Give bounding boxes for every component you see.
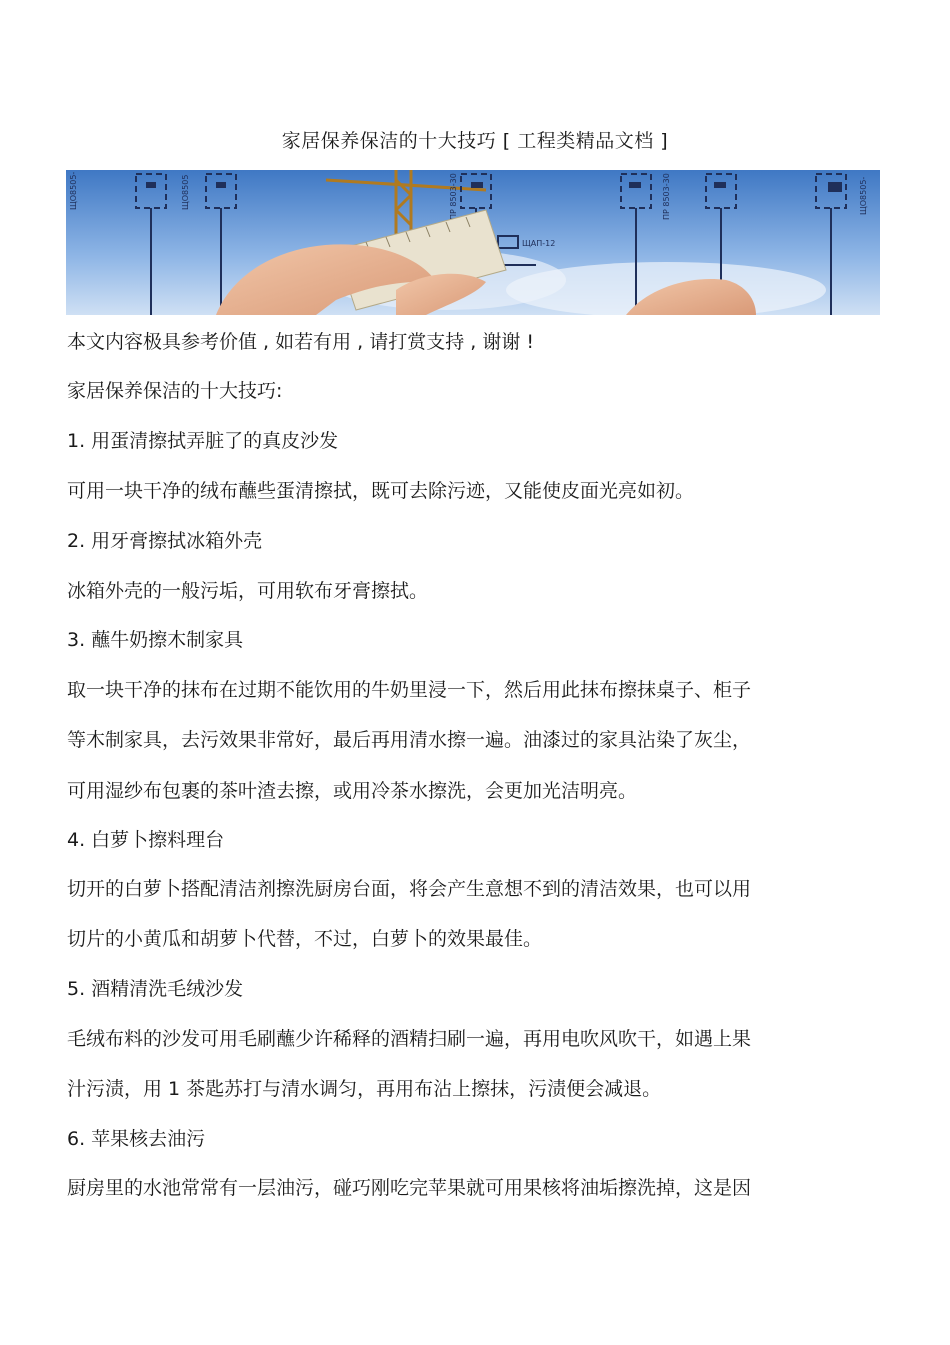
- blueprint-illustration: [66, 170, 880, 315]
- tip-heading-5: 5. 酒精清洗毛绒沙发: [67, 978, 244, 1000]
- tip-heading-3: 3. 蘸牛奶擦木制家具: [67, 629, 244, 651]
- document-title: 家居保养保洁的十大技巧 [ 工程类精品文档 ]: [281, 130, 669, 152]
- tip-body-line: 可用湿纱布包裹的茶叶渣去擦，或用冷茶水擦洗，会更加光洁明亮。: [67, 780, 638, 802]
- banner-label-2: ЩО8505: [181, 174, 190, 210]
- tip-heading-4: 4. 白萝卜擦料理台: [67, 829, 225, 851]
- tip-body-line: 汁污渍，用 1 茶匙苏打与清水调匀，再用布沾上擦抹，污渍便会减退。: [67, 1078, 662, 1100]
- tip-body-line: 取一块干净的抹布在过期不能饮用的牛奶里浸一下，然后用此抹布擦抹桌子、柜子: [67, 679, 752, 701]
- tip-body-line: 冰箱外壳的一般污垢，可用软布牙膏擦拭。: [67, 580, 429, 602]
- tip-body-line: 厨房里的水池常常有一层油污，碰巧刚吃完苹果就可用果核将油垢擦洗掉，这是因: [67, 1177, 752, 1199]
- tip-heading-2: 2. 用牙膏擦拭冰箱外壳: [67, 530, 263, 552]
- intro-text: 本文内容极具参考价值 , 如若有用 , 请打赏支持 , 谢谢 !: [67, 331, 535, 353]
- tip-heading-6: 6. 苹果核去油污: [67, 1128, 206, 1150]
- banner-label-1: ЩО8505-: [69, 171, 78, 210]
- tip-heading-1: 1. 用蛋清擦拭弄脏了的真皮沙发: [67, 430, 339, 452]
- banner-image: [66, 170, 880, 315]
- tip-body-line: 毛绒布料的沙发可用毛刷蘸少许稀释的酒精扫刷一遍，再用电吹风吹干，如遇上果: [67, 1028, 752, 1050]
- tip-body-line: 等木制家具，去污效果非常好，最后再用清水擦一遍。油漆过的家具沾染了灰尘，: [67, 729, 752, 751]
- banner-label-4: ЩАП-12: [522, 239, 556, 248]
- tip-body-line: 切开的白萝卜搭配清洁剂擦洗厨房台面，将会产生意想不到的清洁效果，也可以用: [67, 878, 752, 900]
- banner-label-5: ПР 8503-30: [662, 173, 671, 220]
- tip-body-line: 可用一块干净的绒布蘸些蛋清擦拭，既可去除污迹，又能使皮面光亮如初。: [67, 480, 695, 502]
- tip-body-line: 切片的小黄瓜和胡萝卜代替，不过，白萝卜的效果最佳。: [67, 928, 543, 950]
- banner-label-6: ЩО8505-: [859, 176, 868, 215]
- subtitle: 家居保养保洁的十大技巧:: [67, 380, 283, 402]
- banner-label-3: ПР 8503-30: [449, 173, 458, 220]
